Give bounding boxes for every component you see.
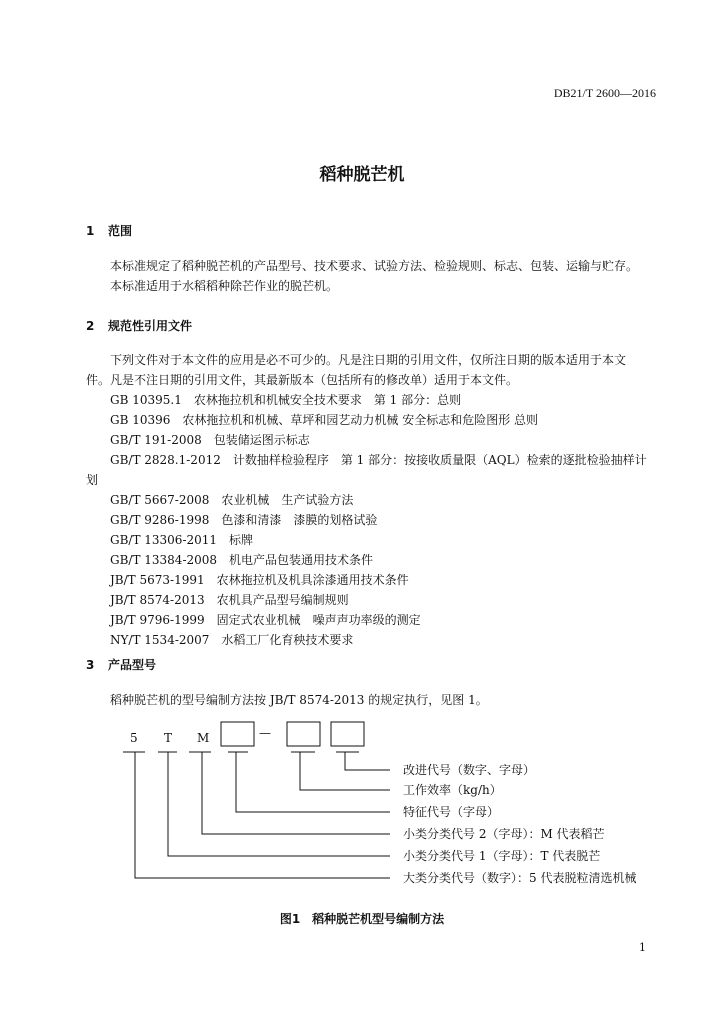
reference-item: GB 10395.1 农林拖拉机和机械安全技术要求 第 1 部分：总则 <box>110 393 462 407</box>
label-improvement-code: 改进代号（数字、字母） <box>403 763 536 777</box>
label-work-efficiency: 工作效率（kg/h） <box>403 783 502 797</box>
section-3-heading <box>86 656 156 673</box>
section-2-heading <box>86 317 192 334</box>
reference-list <box>86 390 647 650</box>
efficiency-box <box>287 722 320 746</box>
label-subclass-1: 小类分类代号 1（字母）：T 代表脱芒 <box>403 849 601 863</box>
paragraph: 本标准适用于水稻稻种除芒作业的脱芒机。 <box>110 279 339 293</box>
reference-item: GB/T 191-2008 包装储运图示标志 <box>110 433 310 447</box>
reference-item: GB/T 9286-1998 色漆和清漆 漆膜的划格试验 <box>110 513 378 527</box>
model-code-diagram <box>120 718 680 903</box>
section-2-intro <box>86 350 660 390</box>
reference-item: GB/T 13384-2008 机电产品包装通用技术条件 <box>110 553 374 567</box>
paragraph-line: 下列文件对于本文件的应用是必不可少的。凡是注日期的引用文件，仅所注日期的版本适用于本文 <box>110 353 627 367</box>
page-number: 1 <box>639 941 646 954</box>
section-number: 3 <box>86 658 95 672</box>
section-title: 范围 <box>108 224 133 238</box>
page-title: 稻种脱芒机 <box>319 165 405 185</box>
reference-item: JB/T 9796-1999 固定式农业机械 噪声声功率级的测定 <box>110 613 421 627</box>
label-subclass-2: 小类分类代号 2（字母）：M 代表稻芒 <box>403 827 605 841</box>
dash: — <box>259 726 271 740</box>
figure-caption: 图1 稻种脱芒机型号编制方法 <box>279 912 445 926</box>
section-1-heading <box>86 222 132 239</box>
code-5: 5 <box>130 731 138 745</box>
reference-item: NY/T 1534-2007 水稻工厂化育秧技术要求 <box>110 633 354 647</box>
reference-item: JB/T 5673-1991 农林拖拉机及机具涂漆通用技术条件 <box>110 573 409 587</box>
section-title: 产品型号 <box>108 658 157 672</box>
code-M: M <box>197 731 210 745</box>
document-code: DB21/T 2600—2016 <box>553 86 656 100</box>
reference-item: GB/T 5667-2008 农业机械 生产试验方法 <box>110 493 354 507</box>
reference-item: GB/T 2828.1-2012 计数抽样检验程序 第 1 部分：按接收质量限（AQL）检索的逐批检验抽样计 <box>110 453 647 467</box>
feature-code-box <box>221 722 254 746</box>
reference-item: GB 10396 农林拖拉机和机械、草坪和园艺动力机械 安全标志和危险图形 总则 <box>110 413 539 427</box>
label-feature-code: 特征代号（字母） <box>403 805 500 819</box>
code-T: T <box>164 731 173 745</box>
section-title: 规范性引用文件 <box>108 319 193 333</box>
section-number: 2 <box>86 319 95 333</box>
section-3-body <box>86 690 660 710</box>
reference-item-wrap: 划 <box>86 473 99 487</box>
paragraph: 本标准规定了稻种脱芒机的产品型号、技术要求、试验方法、检验规则、标志、包装、运输与贮存。 <box>110 259 639 273</box>
section-1-body <box>86 256 660 296</box>
paragraph: 稻种脱芒机的型号编制方法按 JB/T 8574-2013 的规定执行，见图 1。 <box>110 693 488 707</box>
reference-item: JB/T 8574-2013 农机具产品型号编制规则 <box>110 593 349 607</box>
reference-item: GB/T 13306-2011 标牌 <box>110 533 254 547</box>
improvement-code-box <box>331 722 364 746</box>
paragraph-line: 件。凡是不注日期的引用文件，其最新版本（包括所有的修改单）适用于本文件。 <box>86 373 519 387</box>
leader-lines <box>123 752 390 878</box>
section-number: 1 <box>86 224 95 238</box>
label-main-class: 大类分类代号（数字）：5 代表脱粒清选机械 <box>403 871 637 885</box>
